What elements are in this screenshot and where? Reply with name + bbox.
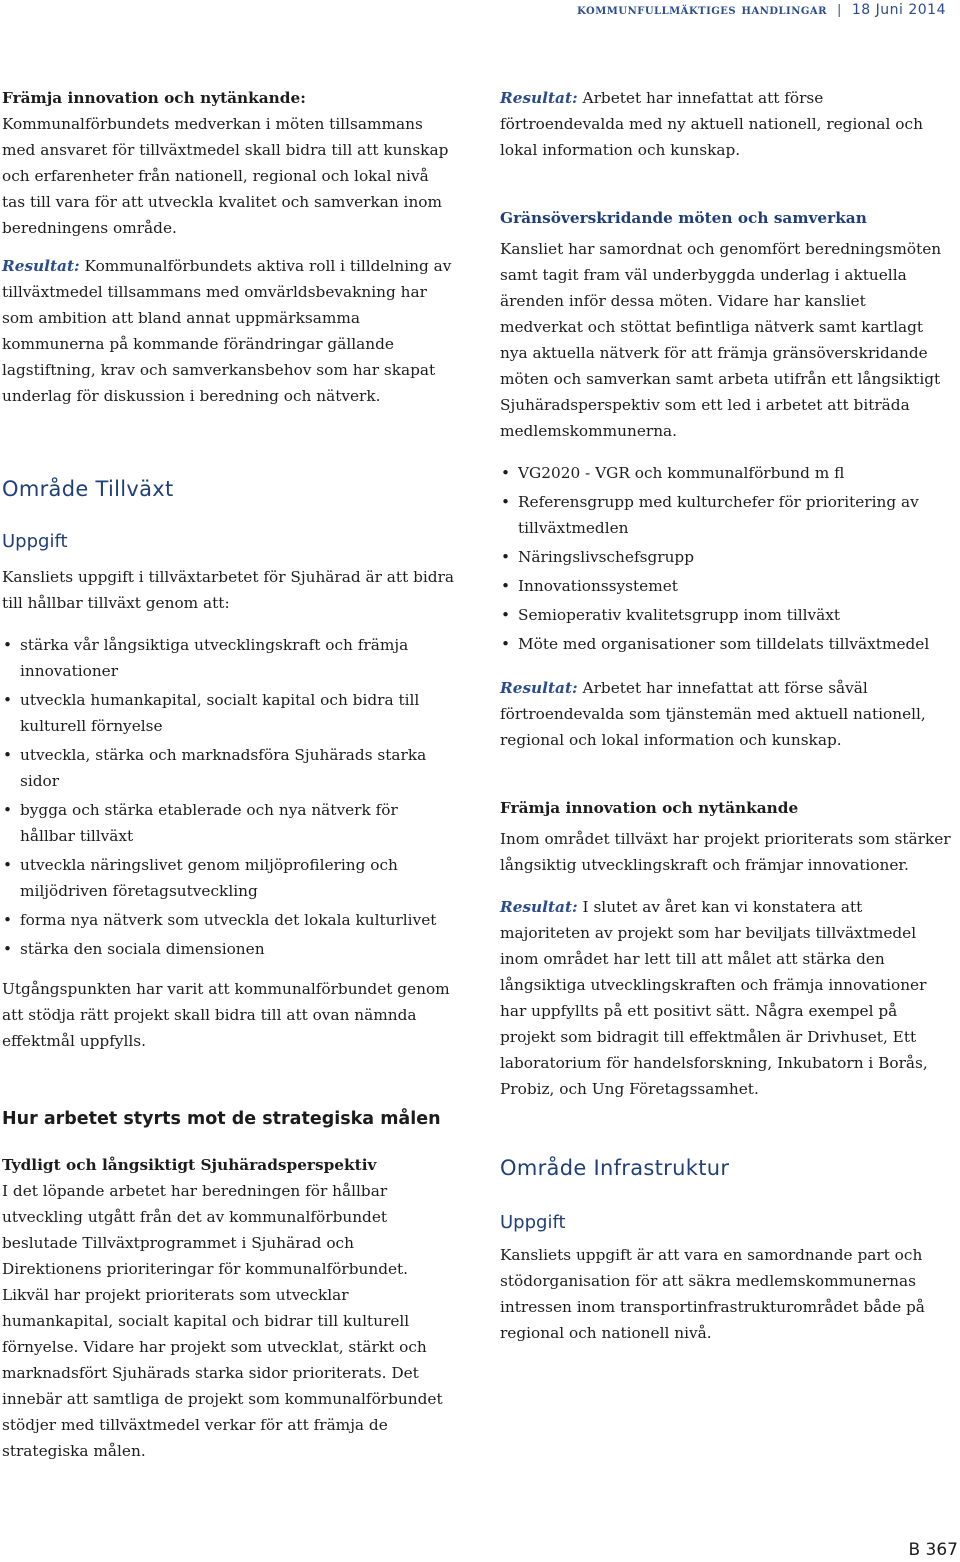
bullet-icon: •: [501, 577, 511, 595]
innovation-heading: Främja innovation och nytänkande:: [2, 89, 306, 107]
result-paragraph: [500, 675, 952, 753]
list-item: • VG2020 - VGR och kommunalförbund m fl: [500, 460, 952, 486]
bullet-icon: •: [3, 856, 13, 874]
publication-date: 18 Juni 2014: [851, 2, 946, 18]
bullet-icon: •: [501, 493, 511, 511]
result-text: Arbetet har innefattat att förse förtroendevalda med ny aktuell nationell, regional och lokal information och kunskap.: [500, 89, 923, 159]
bullet-icon: •: [3, 940, 13, 958]
task-heading-infrastruktur: Uppgift: [500, 1212, 566, 1233]
bullet-icon: •: [3, 636, 13, 654]
result-label: Resultat:: [500, 898, 578, 916]
list-item: • utveckla humankapital, socialt kapital och bidra till kulturell förnyelse: [2, 687, 454, 739]
bullet-icon: •: [501, 548, 511, 566]
perspective-heading: Tydligt och långsiktigt Sjuhäradsperspektiv: [2, 1156, 377, 1174]
bullet-icon: •: [3, 691, 13, 709]
publication-title: kommunfullmäktiges handlingar: [577, 2, 827, 18]
list-item: • Näringslivschefsgrupp: [500, 544, 952, 570]
innovation-paragraph: Inom området tillväxt har projekt prioriterats som stärker långsiktig utvecklingskraft och främjar innovationer.: [500, 830, 951, 874]
bullet-icon: •: [501, 606, 511, 624]
result-text: Arbetet har innefattat att förse såväl förtroendevalda som tjänstemän med aktuell nationell, regional och lokal information och kunskap.: [500, 679, 926, 749]
innovation-paragraph: Kommunalförbundets medverkan i möten tillsammans med ansvaret för tillväxtmedel skall bidra till att kunskap och erfarenheter från nationell, regional och lokal nivå tas till vara för att utveckla kvalitet och samverkan inom beredningens område.: [2, 115, 449, 237]
bullet-icon: •: [501, 464, 511, 482]
networks-list: [500, 460, 952, 657]
list-item: • Semioperativ kvalitetsgrupp inom tillväxt: [500, 602, 952, 628]
closing-paragraph: Utgångspunkten har varit att kommunalförbundet genom att stödja rätt projekt skall bidra till att ovan nämnda effektmål uppfylls.: [2, 980, 450, 1050]
section-title-tillvaxt: Område Tillväxt: [2, 477, 174, 501]
left-column: [2, 85, 454, 1464]
list-item: • Referensgrupp med kulturchefer för prioritering av tillväxtmedlen: [500, 489, 952, 541]
list-item: • forma nya nätverk som utveckla det lokala kulturlivet: [2, 907, 454, 933]
list-item: • stärka den sociala dimensionen: [2, 936, 454, 962]
bullet-icon: •: [501, 635, 511, 653]
perspective-paragraph: I det löpande arbetet har beredningen för hållbar utveckling utgått från det av kommunalförbundet beslutade Tillväxtprogrammet i Sjuhärad och Direktionens prioriteringar för kommunalförbundet. Likväl har projekt prioriterats som utvecklar humankapital, socialt kapital och bidrar till kulturell förnyelse. Vidare har projekt som utvecklat, stärkt och marknadsfört Sjuhärads starka sidor prioriterats. Det innebär att samtliga de projekt som kommunalförbundet stödjer med tillväxtmedel verkar för att främja de strategiska målen.: [2, 1182, 443, 1460]
right-column: [500, 85, 952, 1346]
innovation-heading: Främja innovation och nytänkande: [500, 799, 799, 817]
result-text: Kommunalförbundets aktiva roll i tilldelning av tillväxtmedel tillsammans med omvärldsbevakning har som ambition att bland annat uppmärksamma kommunerna på kommande förändringar gällande lagstiftning, krav och samverkansbehov som har skapat underlag för diskussion i beredning och nätverk.: [2, 257, 452, 405]
list-item: • stärka vår långsiktiga utvecklingskraft och främja innovationer: [2, 632, 454, 684]
header-separator: |: [837, 2, 842, 18]
result-paragraph: [500, 85, 952, 163]
steering-heading: Hur arbetet styrts mot de strategiska målen: [2, 1109, 441, 1129]
cross-border-heading: Gränsöverskridande möten och samverkan: [500, 209, 867, 227]
bullet-icon: •: [3, 911, 13, 929]
list-item: • utveckla, stärka och marknadsföra Sjuhärads starka sidor: [2, 742, 454, 794]
task-heading-tillvaxt: Uppgift: [2, 531, 68, 552]
bullet-icon: •: [3, 746, 13, 764]
task-paragraph-infrastruktur: Kansliets uppgift är att vara en samordnande part och stödorganisation för att säkra medlemskommunernas intressen inom transportinfrastrukturområdet både på regional och nationell nivå.: [500, 1246, 925, 1342]
goals-list: [2, 632, 454, 962]
list-item: • Innovationssystemet: [500, 573, 952, 599]
result-label: Resultat:: [500, 679, 578, 697]
result-paragraph: [2, 253, 454, 409]
section-title-infrastruktur: Område Infrastruktur: [500, 1156, 730, 1180]
result-label: Resultat:: [2, 257, 80, 275]
page-header: [577, 0, 946, 20]
list-item: • Möte med organisationer som tilldelats tillväxtmedel: [500, 631, 952, 657]
result-label: Resultat:: [500, 89, 578, 107]
page-number: B 367: [908, 1540, 958, 1560]
bullet-icon: •: [3, 801, 13, 819]
list-item: • bygga och stärka etablerade och nya nätverk för hållbar tillväxt: [2, 797, 454, 849]
list-item: • utveckla näringslivet genom miljöprofilering och miljödriven företagsutveckling: [2, 852, 454, 904]
cross-border-paragraph: Kansliet har samordnat och genomfört beredningsmöten samt tagit fram väl underbyggda underlag i aktuella ärenden inför dessa möten. Vidare har kansliet medverkat och stöttat befintliga nätverk samt kartlagt nya aktuella nätverk för att främja gränsöverskridande möten och samverkan samt arbeta utifrån ett långsiktigt Sjuhäradsperspektiv som ett led i arbetet att biträda medlemskommunerna.: [500, 240, 942, 440]
result-text: I slutet av året kan vi konstatera att majoriteten av projekt som har beviljats tillväxtmedel inom området har lett till att målet att stärka den långsiktiga utvecklingskraften och främja innovationer har uppfyllts på ett positivt sätt. Några exempel på projekt som bidragit till effektmålen är Drivhuset, Ett laboratorium för handelsforskning, Inkubatorn i Borås, Probiz, och Ung Företagssamhet.: [500, 898, 928, 1098]
task-paragraph-tillvaxt: Kansliets uppgift i tillväxtarbetet för Sjuhärad är att bidra till hållbar tillväxt genom att:: [2, 568, 454, 612]
result-paragraph: [500, 894, 952, 1102]
